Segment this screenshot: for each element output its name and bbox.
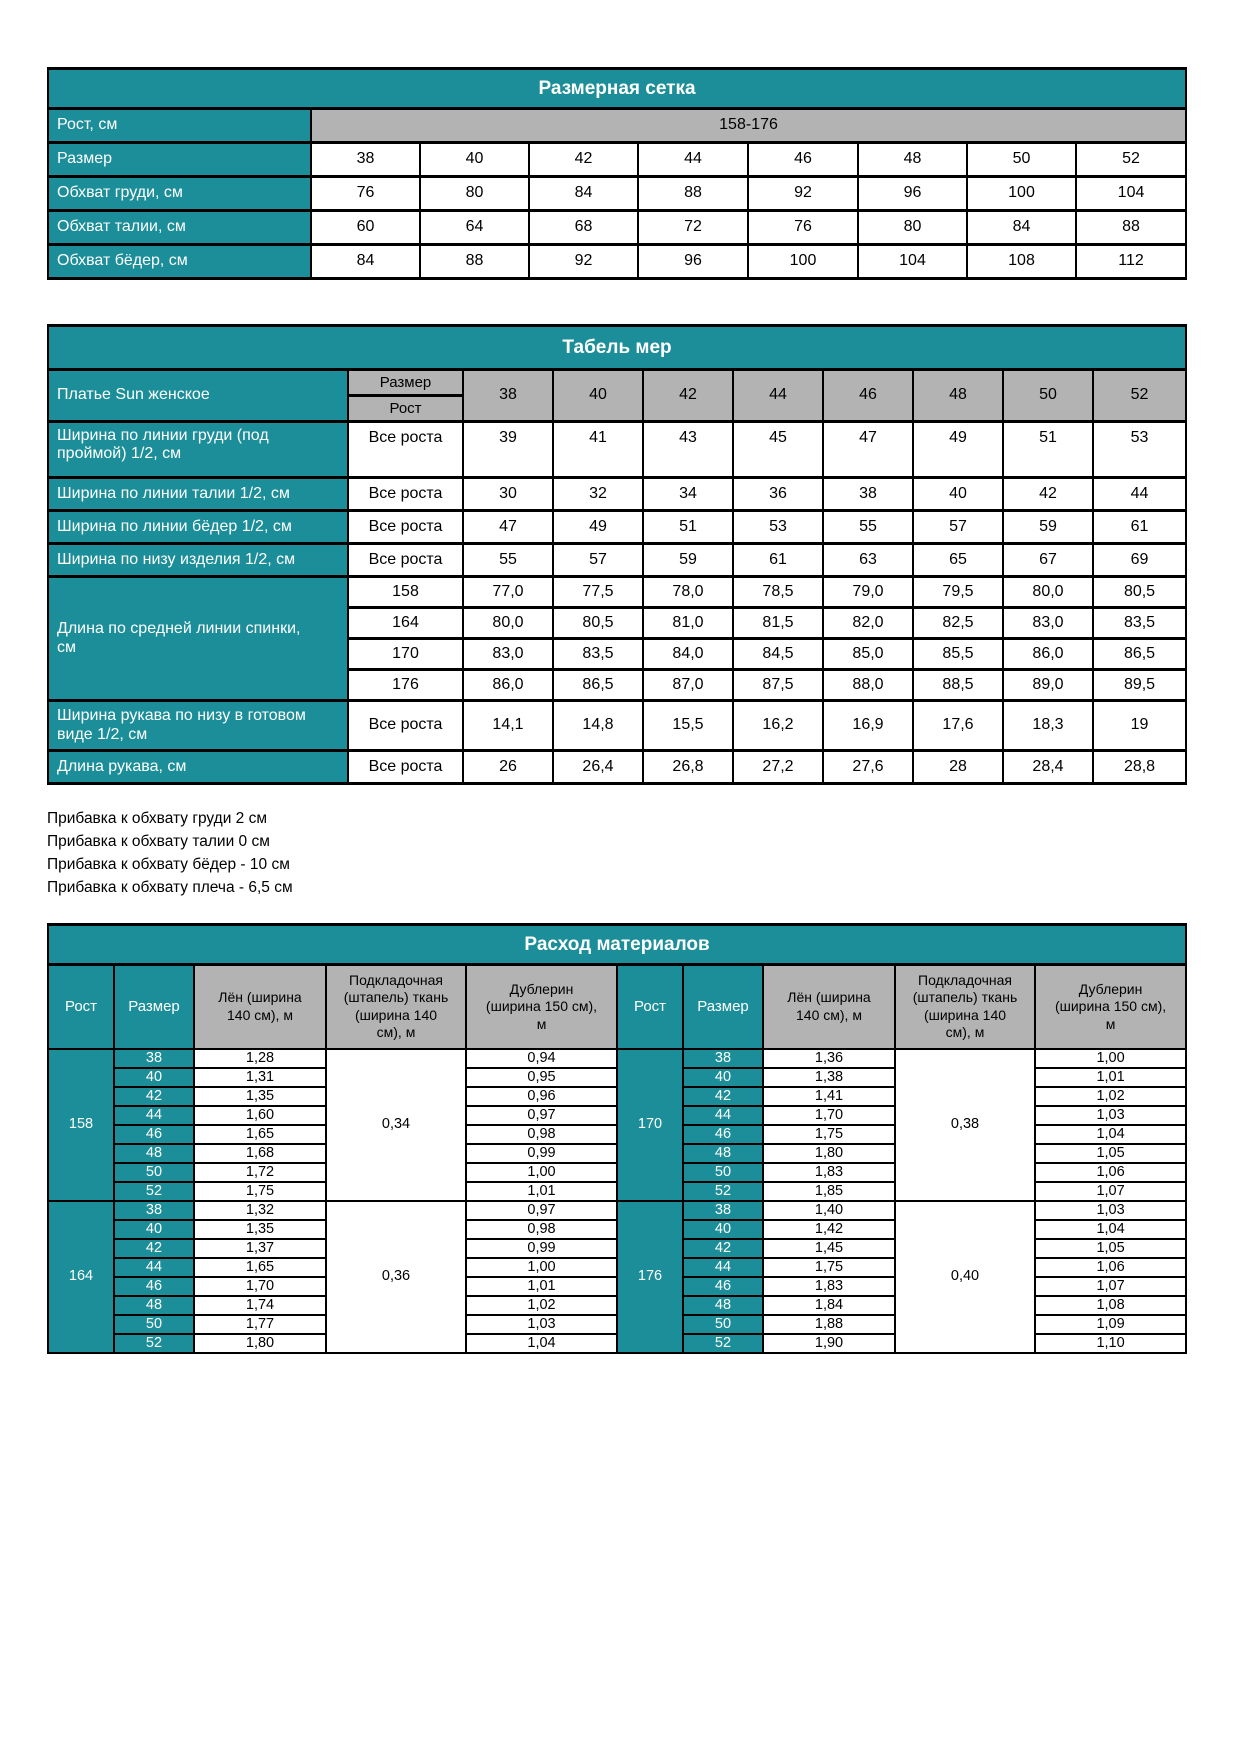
len-value-cell: 1,31: [194, 1068, 326, 1087]
value-cell: 77,5: [553, 577, 643, 608]
value-cell: 49: [913, 422, 1003, 478]
height-cell: Все роста: [348, 751, 463, 784]
size-header-cell: Размер: [348, 370, 463, 396]
dublerin-value-cell: 0,97: [466, 1106, 617, 1125]
value-cell: 76: [748, 211, 858, 245]
value-cell: 14,1: [463, 701, 553, 751]
dublerin-value-cell: 1,01: [1035, 1068, 1186, 1087]
size-col-header: 38: [463, 370, 553, 422]
podklad-value-cell: 0,36: [326, 1201, 466, 1353]
dublerin-header: Дублерин (ширина 150 см), м: [466, 965, 617, 1049]
podklad-header: Подкладочная (штапель) ткань (ширина 140 см), м: [326, 965, 466, 1049]
value-cell: 57: [913, 511, 1003, 544]
value-cell: 55: [463, 544, 553, 577]
rost-header: Рост: [48, 965, 114, 1049]
len-value-cell: 1,83: [763, 1277, 895, 1296]
dublerin-value-cell: 1,02: [466, 1296, 617, 1315]
size-col-header: 46: [823, 370, 913, 422]
dublerin-value-cell: 0,96: [466, 1087, 617, 1106]
len-value-cell: 1,60: [194, 1106, 326, 1125]
value-cell: 19: [1093, 701, 1186, 751]
size-cell: 48: [683, 1144, 763, 1163]
value-cell: 104: [1076, 177, 1186, 211]
value-cell: 84: [529, 177, 638, 211]
rost-cell: 158: [48, 1049, 114, 1201]
len-value-cell: 1,28: [194, 1049, 326, 1068]
value-cell: 79,5: [913, 577, 1003, 608]
value-cell: 59: [643, 544, 733, 577]
len-value-cell: 1,37: [194, 1239, 326, 1258]
measure-table: [47, 324, 1187, 785]
len-value-cell: 1,88: [763, 1315, 895, 1334]
len-header: Лён (ширина 140 см), м: [763, 965, 895, 1049]
value-cell: 83,5: [1093, 608, 1186, 639]
height-cell: 176: [348, 670, 463, 701]
size-cell: 46: [114, 1125, 194, 1144]
len-value-cell: 1,35: [194, 1087, 326, 1106]
size-grid-title: Размерная сетка: [48, 69, 1186, 109]
dublerin-value-cell: 1,05: [1035, 1144, 1186, 1163]
size-cell: 52: [114, 1334, 194, 1353]
row-label: Обхват груди, см: [48, 177, 311, 211]
value-cell: 26,4: [553, 751, 643, 784]
value-cell: 40: [913, 478, 1003, 511]
len-value-cell: 1,65: [194, 1258, 326, 1277]
value-cell: 44: [1093, 478, 1186, 511]
row-label: Обхват талии, см: [48, 211, 311, 245]
size-cell: 48: [683, 1296, 763, 1315]
value-cell: 80,5: [553, 608, 643, 639]
value-cell: 67: [1003, 544, 1093, 577]
value-cell: 81,5: [733, 608, 823, 639]
value-cell: 84: [311, 245, 420, 279]
value-cell: 51: [643, 511, 733, 544]
value-cell: 47: [823, 422, 913, 478]
value-cell: 27,6: [823, 751, 913, 784]
size-cell: 42: [683, 1239, 763, 1258]
size-cell: 50: [114, 1163, 194, 1182]
height-cell: 170: [348, 639, 463, 670]
dublerin-value-cell: 1,09: [1035, 1315, 1186, 1334]
razmer-header: Размер: [114, 965, 194, 1049]
value-cell: 38: [311, 143, 420, 177]
note-line: Прибавка к обхвату бёдер - 10 см: [47, 856, 290, 873]
podklad-header: Подкладочная (штапель) ткань (ширина 140 см), м: [895, 965, 1035, 1049]
measurement-row: [48, 422, 1186, 478]
dublerin-value-cell: 1,03: [466, 1315, 617, 1334]
row-label: Размер: [48, 143, 311, 177]
size-cell: 38: [683, 1049, 763, 1068]
value-cell: 80: [858, 211, 967, 245]
value-cell: 100: [967, 177, 1076, 211]
value-cell: 64: [420, 211, 529, 245]
dublerin-value-cell: 0,98: [466, 1220, 617, 1239]
value-cell: 52: [1076, 143, 1186, 177]
measure-table-title-row: [48, 326, 1186, 370]
dublerin-value-cell: 1,08: [1035, 1296, 1186, 1315]
row-label: Ширина рукава по низу в готовом виде 1/2, см: [48, 701, 348, 751]
size-cell: 40: [683, 1068, 763, 1087]
value-cell: 46: [748, 143, 858, 177]
value-cell: 85,5: [913, 639, 1003, 670]
size-cell: 44: [114, 1106, 194, 1125]
value-cell: 79,0: [823, 577, 913, 608]
len-value-cell: 1,75: [763, 1258, 895, 1277]
height-cell: Все роста: [348, 422, 463, 478]
len-value-cell: 1,74: [194, 1296, 326, 1315]
size-grid-row: [48, 211, 1186, 245]
height-cell: Все роста: [348, 544, 463, 577]
value-cell: 16,2: [733, 701, 823, 751]
row-label: Обхват бёдер, см: [48, 245, 311, 279]
dublerin-value-cell: 1,10: [1035, 1334, 1186, 1353]
value-cell: 96: [858, 177, 967, 211]
size-grid-title-row: [48, 69, 1186, 109]
size-cell: 42: [114, 1087, 194, 1106]
size-cell: 40: [683, 1220, 763, 1239]
size-cell: 50: [683, 1163, 763, 1182]
value-cell: 80,0: [463, 608, 553, 639]
note-line: Прибавка к обхвату талии 0 см: [47, 833, 270, 850]
size-cell: 52: [683, 1334, 763, 1353]
materials-row: [48, 1201, 1186, 1220]
row-label: Ширина по линии бёдер 1/2, см: [48, 511, 348, 544]
value-cell: 36: [733, 478, 823, 511]
len-value-cell: 1,80: [763, 1144, 895, 1163]
row-label: Ширина по линии талии 1/2, см: [48, 478, 348, 511]
size-grid-row: [48, 177, 1186, 211]
value-cell: 50: [967, 143, 1076, 177]
value-cell: 53: [1093, 422, 1186, 478]
size-cell: 44: [114, 1258, 194, 1277]
size-col-header: 50: [1003, 370, 1093, 422]
measurement-row: [48, 751, 1186, 784]
value-cell: 86,5: [553, 670, 643, 701]
dublerin-value-cell: 1,00: [466, 1258, 617, 1277]
len-value-cell: 1,40: [763, 1201, 895, 1220]
value-cell: 15,5: [643, 701, 733, 751]
size-col-header: 52: [1093, 370, 1186, 422]
len-value-cell: 1,83: [763, 1163, 895, 1182]
value-cell: 57: [553, 544, 643, 577]
size-grid-table: [47, 67, 1187, 280]
dublerin-value-cell: 1,07: [1035, 1277, 1186, 1296]
materials-table: [47, 923, 1187, 1354]
size-cell: 50: [114, 1315, 194, 1334]
row-label: Ширина по линии груди (под проймой) 1/2, см: [48, 422, 348, 478]
materials-title-row: [48, 925, 1186, 965]
dublerin-value-cell: 1,01: [466, 1182, 617, 1201]
size-col-header: 48: [913, 370, 1003, 422]
height-header-cell: Рост: [348, 396, 463, 422]
value-cell: 16,9: [823, 701, 913, 751]
value-cell: 45: [733, 422, 823, 478]
len-value-cell: 1,41: [763, 1087, 895, 1106]
height-range-cell: 158-176: [311, 109, 1186, 143]
size-col-header: 42: [643, 370, 733, 422]
value-cell: 88: [420, 245, 529, 279]
size-col-header: 44: [733, 370, 823, 422]
dublerin-value-cell: 1,05: [1035, 1239, 1186, 1258]
dublerin-value-cell: 0,99: [466, 1239, 617, 1258]
value-cell: 39: [463, 422, 553, 478]
value-cell: 38: [823, 478, 913, 511]
row-label: Ширина по низу изделия 1/2, см: [48, 544, 348, 577]
value-cell: 80: [420, 177, 529, 211]
size-cell: 42: [683, 1087, 763, 1106]
len-value-cell: 1,32: [194, 1201, 326, 1220]
height-cell: Все роста: [348, 478, 463, 511]
height-cell: Все роста: [348, 511, 463, 544]
dublerin-value-cell: 1,04: [466, 1334, 617, 1353]
rost-cell: 170: [617, 1049, 683, 1201]
len-value-cell: 1,45: [763, 1239, 895, 1258]
materials-row: [48, 1049, 1186, 1068]
value-cell: 100: [748, 245, 858, 279]
size-cell: 50: [683, 1315, 763, 1334]
measurement-row: [48, 478, 1186, 511]
rost-cell: 164: [48, 1201, 114, 1353]
size-cell: 46: [683, 1125, 763, 1144]
value-cell: 60: [311, 211, 420, 245]
materials-header-row: [48, 965, 1186, 1049]
len-value-cell: 1,65: [194, 1125, 326, 1144]
value-cell: 89,0: [1003, 670, 1093, 701]
height-cell: Все роста: [348, 701, 463, 751]
value-cell: 108: [967, 245, 1076, 279]
value-cell: 82,0: [823, 608, 913, 639]
size-cell: 38: [114, 1049, 194, 1068]
value-cell: 77,0: [463, 577, 553, 608]
dublerin-value-cell: 0,99: [466, 1144, 617, 1163]
value-cell: 85,0: [823, 639, 913, 670]
measurement-row: [48, 701, 1186, 751]
value-cell: 14,8: [553, 701, 643, 751]
len-value-cell: 1,68: [194, 1144, 326, 1163]
value-cell: 40: [420, 143, 529, 177]
size-cell: 40: [114, 1068, 194, 1087]
razmer-header: Размер: [683, 965, 763, 1049]
value-cell: 112: [1076, 245, 1186, 279]
size-col-header: 40: [553, 370, 643, 422]
len-value-cell: 1,42: [763, 1220, 895, 1239]
value-cell: 26,8: [643, 751, 733, 784]
value-cell: 78,5: [733, 577, 823, 608]
len-value-cell: 1,84: [763, 1296, 895, 1315]
len-value-cell: 1,77: [194, 1315, 326, 1334]
value-cell: 30: [463, 478, 553, 511]
dublerin-value-cell: 0,94: [466, 1049, 617, 1068]
value-cell: 65: [913, 544, 1003, 577]
value-cell: 27,2: [733, 751, 823, 784]
row-label: Длина рукава, см: [48, 751, 348, 784]
len-value-cell: 1,36: [763, 1049, 895, 1068]
value-cell: 80,5: [1093, 577, 1186, 608]
size-cell: 44: [683, 1258, 763, 1277]
value-cell: 83,0: [1003, 608, 1093, 639]
rost-header: Рост: [617, 965, 683, 1049]
measure-header-row-size: [48, 370, 1186, 396]
size-cell: 38: [114, 1201, 194, 1220]
value-cell: 49: [553, 511, 643, 544]
value-cell: 63: [823, 544, 913, 577]
value-cell: 87,0: [643, 670, 733, 701]
size-cell: 42: [114, 1239, 194, 1258]
value-cell: 84: [967, 211, 1076, 245]
size-cell: 38: [683, 1201, 763, 1220]
size-grid-row: [48, 245, 1186, 279]
note-line: Прибавка к обхвату груди 2 см: [47, 810, 268, 827]
len-value-cell: 1,38: [763, 1068, 895, 1087]
value-cell: 42: [1003, 478, 1093, 511]
value-cell: 51: [1003, 422, 1093, 478]
dublerin-value-cell: 1,06: [1035, 1163, 1186, 1182]
value-cell: 78,0: [643, 577, 733, 608]
size-cell: 44: [683, 1106, 763, 1125]
value-cell: 68: [529, 211, 638, 245]
dublerin-value-cell: 0,98: [466, 1125, 617, 1144]
page-content: [47, 67, 1185, 1354]
measurement-row: [48, 511, 1186, 544]
product-name-cell: Платье Sun женское: [48, 370, 348, 422]
allowance-notes: [47, 807, 1185, 899]
dublerin-value-cell: 1,04: [1035, 1125, 1186, 1144]
measurement-row: [48, 544, 1186, 577]
value-cell: 59: [1003, 511, 1093, 544]
dublerin-value-cell: 1,03: [1035, 1106, 1186, 1125]
value-cell: 88,5: [913, 670, 1003, 701]
value-cell: 89,5: [1093, 670, 1186, 701]
value-cell: 43: [643, 422, 733, 478]
value-cell: 88,0: [823, 670, 913, 701]
value-cell: 42: [529, 143, 638, 177]
dublerin-value-cell: 1,04: [1035, 1220, 1186, 1239]
value-cell: 53: [733, 511, 823, 544]
dublerin-value-cell: 1,00: [1035, 1049, 1186, 1068]
height-range-row: [48, 109, 1186, 143]
value-cell: 80,0: [1003, 577, 1093, 608]
height-cell: 158: [348, 577, 463, 608]
len-value-cell: 1,75: [194, 1182, 326, 1201]
dublerin-value-cell: 1,01: [466, 1277, 617, 1296]
value-cell: 28,4: [1003, 751, 1093, 784]
dublerin-value-cell: 0,97: [466, 1201, 617, 1220]
row-label: Длина по средней линии спинки, см: [48, 577, 348, 701]
dublerin-value-cell: 1,02: [1035, 1087, 1186, 1106]
value-cell: 61: [1093, 511, 1186, 544]
value-cell: 81,0: [643, 608, 733, 639]
note-line: Прибавка к обхвату плеча - 6,5 см: [47, 879, 293, 896]
len-value-cell: 1,85: [763, 1182, 895, 1201]
dublerin-value-cell: 1,03: [1035, 1201, 1186, 1220]
podklad-value-cell: 0,34: [326, 1049, 466, 1201]
value-cell: 88: [638, 177, 748, 211]
size-cell: 52: [683, 1182, 763, 1201]
dublerin-value-cell: 0,95: [466, 1068, 617, 1087]
value-cell: 72: [638, 211, 748, 245]
value-cell: 61: [733, 544, 823, 577]
value-cell: 28,8: [1093, 751, 1186, 784]
len-value-cell: 1,75: [763, 1125, 895, 1144]
len-value-cell: 1,70: [194, 1277, 326, 1296]
value-cell: 48: [858, 143, 967, 177]
dublerin-value-cell: 1,06: [1035, 1258, 1186, 1277]
value-cell: 92: [529, 245, 638, 279]
value-cell: 96: [638, 245, 748, 279]
len-header: Лён (ширина 140 см), м: [194, 965, 326, 1049]
value-cell: 47: [463, 511, 553, 544]
dublerin-value-cell: 1,07: [1035, 1182, 1186, 1201]
value-cell: 17,6: [913, 701, 1003, 751]
podklad-value-cell: 0,40: [895, 1201, 1035, 1353]
podklad-value-cell: 0,38: [895, 1049, 1035, 1201]
value-cell: 44: [638, 143, 748, 177]
value-cell: 88: [1076, 211, 1186, 245]
size-cell: 46: [114, 1277, 194, 1296]
value-cell: 104: [858, 245, 967, 279]
value-cell: 87,5: [733, 670, 823, 701]
size-grid-row: [48, 143, 1186, 177]
value-cell: 41: [553, 422, 643, 478]
value-cell: 82,5: [913, 608, 1003, 639]
value-cell: 83,5: [553, 639, 643, 670]
len-value-cell: 1,70: [763, 1106, 895, 1125]
value-cell: 32: [553, 478, 643, 511]
len-value-cell: 1,90: [763, 1334, 895, 1353]
value-cell: 18,3: [1003, 701, 1093, 751]
value-cell: 84,0: [643, 639, 733, 670]
height-cell: 164: [348, 608, 463, 639]
size-cell: 48: [114, 1144, 194, 1163]
len-value-cell: 1,72: [194, 1163, 326, 1182]
value-cell: 86,5: [1093, 639, 1186, 670]
value-cell: 26: [463, 751, 553, 784]
value-cell: 83,0: [463, 639, 553, 670]
value-cell: 76: [311, 177, 420, 211]
rost-cell: 176: [617, 1201, 683, 1353]
value-cell: 86,0: [1003, 639, 1093, 670]
len-value-cell: 1,80: [194, 1334, 326, 1353]
size-cell: 46: [683, 1277, 763, 1296]
value-cell: 28: [913, 751, 1003, 784]
value-cell: 34: [643, 478, 733, 511]
back-length-row: [48, 577, 1186, 608]
dublerin-value-cell: 1,00: [466, 1163, 617, 1182]
dublerin-header: Дублерин (ширина 150 см), м: [1035, 965, 1186, 1049]
materials-title: Расход материалов: [48, 925, 1186, 965]
measure-table-title: Табель мер: [48, 326, 1186, 370]
value-cell: 55: [823, 511, 913, 544]
value-cell: 69: [1093, 544, 1186, 577]
value-cell: 86,0: [463, 670, 553, 701]
height-row-label: Рост, см: [48, 109, 311, 143]
value-cell: 84,5: [733, 639, 823, 670]
size-cell: 52: [114, 1182, 194, 1201]
len-value-cell: 1,35: [194, 1220, 326, 1239]
size-cell: 48: [114, 1296, 194, 1315]
value-cell: 92: [748, 177, 858, 211]
size-cell: 40: [114, 1220, 194, 1239]
